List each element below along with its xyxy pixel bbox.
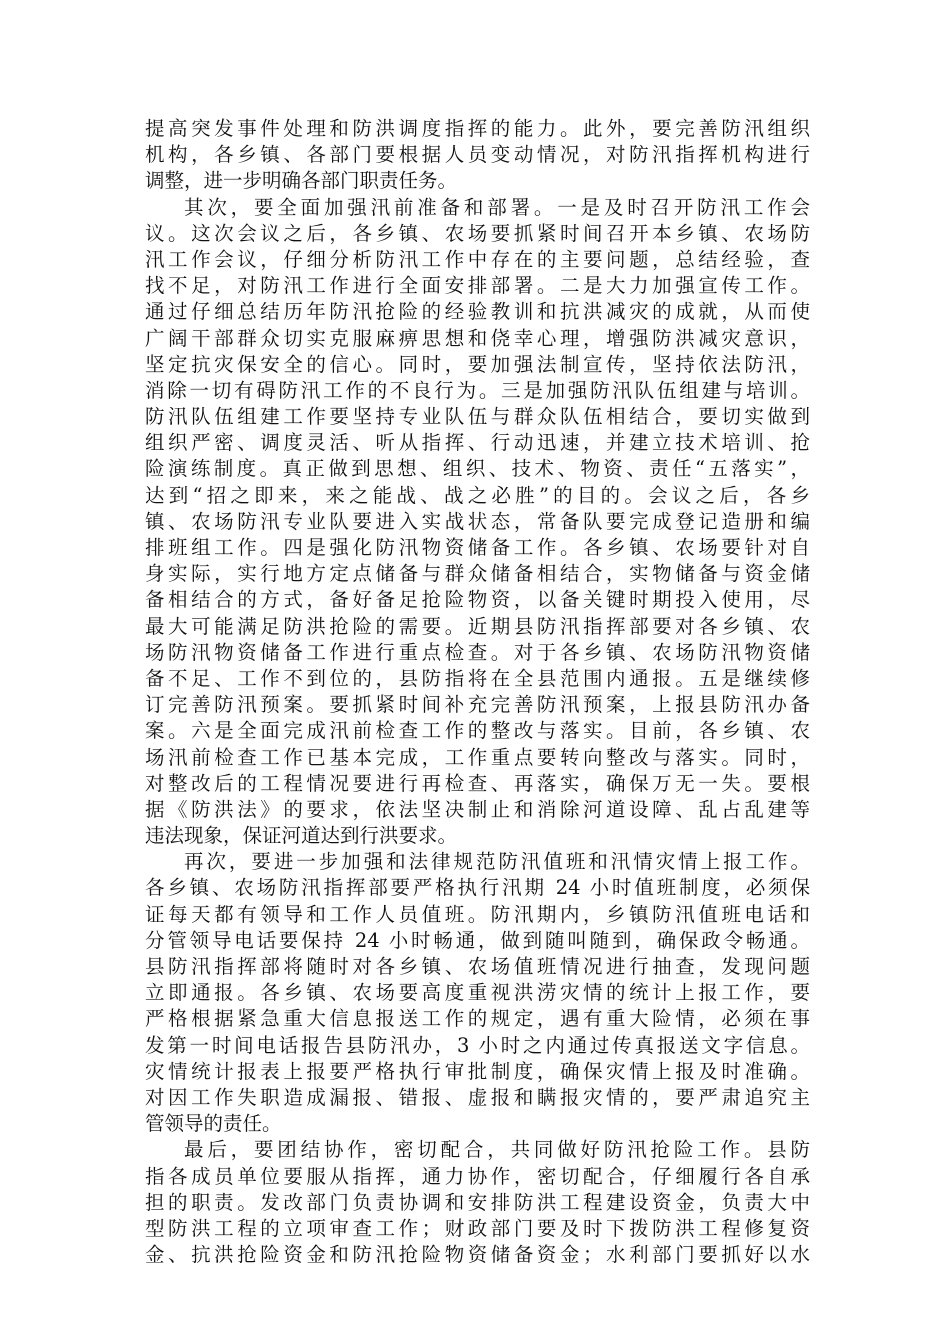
text-line: 防汛队伍组建工作要坚持专业队伍与群众队伍相结合，要切实做到 [145,405,810,429]
text-line: 通过仔细总结历年防汛抢险的经验教训和抗洪减灾的成就，从而使 [145,300,810,324]
text-line: 严格根据紧急重大信息报送工作的规定，遇有重大险情，必须在事 [145,1007,810,1031]
text-line: 汛工作会议，仔细分析防汛工作中存在的主要问题，总结经验，查 [145,247,810,271]
text-line: 组织严密、调度灵活、听从指挥、行动迅速，并建立技术培训、抢 [145,431,810,455]
paragraph-start-line: 再次，要进一步加强和法律规范防汛值班和汛情灾情上报工作。 [184,850,810,874]
text-line: 各乡镇、农场防汛指挥部要严格执行汛期 24 小时值班制度，必须保 [145,876,810,900]
paragraph-start-line: 其次，要全面加强汛前准备和部署。一是及时召开防汛工作会 [184,195,810,219]
text-line: 县防汛指挥部将随时对各乡镇、农场值班情况进行抽查，发现问题 [145,955,810,978]
text-line: 场汛前检查工作已基本完成，工作重点要转向整改与落实。同时， [145,745,810,769]
text-line: 发第一时间电话报告县防汛办，3 小时之内通过传真报送文字信息。 [145,1033,810,1057]
text-line: 最大可能满足防洪抢险的需要。近期县防汛指挥部要对各乡镇、农 [145,614,810,638]
text-line: 立即通报。各乡镇、农场要高度重视洪涝灾情的统计上报工作，要 [145,981,810,1005]
text-line: 证每天都有领导和工作人员值班。防汛期内，乡镇防汛值班电话和 [145,902,810,926]
text-line: 对因工作失职造成漏报、错报、虚报和瞒报灾情的，要严肃追究主 [145,1085,810,1109]
text-line: 广阔干部群众切实克服麻痹思想和侥幸心理，增强防洪减灾意识， [145,326,810,350]
text-line: 型防洪工程的立项审查工作；财政部门要及时下拨防洪工程修复资 [145,1216,810,1240]
text-line: 坚定抗灾保安全的信心。同时，要加强法制宣传，坚持依法防汛， [145,352,810,376]
text-line: 调整，进一步明确各部门职责任务。 [145,169,458,193]
text-line: 达到“招之即来，来之能战、战之必胜”的目的。会议之后，各乡 [145,483,810,507]
text-line: 违法现象，保证河道达到行洪要求。 [145,824,458,848]
text-line: 金、抗洪抢险资金和防汛抢险物资储备资金；水利部门要抓好以水 [145,1243,810,1267]
text-line: 指各成员单位要服从指挥，通力协作，密切配合，仔细履行各自承 [145,1164,810,1188]
text-line: 灾情统计报表上报要严格执行审批制度，确保灾情上报及时准确。 [145,1059,810,1083]
text-line: 身实际，实行地方定点储备与群众储备相结合，实物储备与资金储 [145,562,810,586]
text-line: 排班组工作。四是强化防汛物资储备工作。各乡镇、农场要针对自 [145,536,810,559]
text-line: 镇、农场防汛专业队要进入实战状态，常备队要完成登记造册和编 [145,509,810,533]
document-body [145,116,810,1268]
text-line: 担的职责。发改部门负责协调和安排防洪工程建设资金，负责大中 [145,1190,810,1214]
text-line: 分管领导电话要保持 24 小时畅通，做到随叫随到，确保政令畅通。 [145,928,810,952]
text-line: 管领导的责任。 [145,1112,282,1136]
text-line: 险演练制度。真正做到思想、组织、技术、物资、责任“五落实”， [145,457,810,481]
text-line: 机构，各乡镇、各部门要根据人员变动情况，对防汛指挥机构进行 [145,143,810,167]
text-line: 找不足，对防汛工作进行全面安排部署。二是大力加强宣传工作。 [145,274,810,298]
text-line: 提高突发事件处理和防洪调度指挥的能力。此外，要完善防汛组织 [145,117,810,140]
text-line: 对整改后的工程情况要进行再检查、再落实，确保万无一失。要根 [145,771,810,795]
text-line: 场防汛物资储备工作进行重点检查。对于各乡镇、农场防汛物资储 [145,640,810,664]
text-line: 备不足、工作不到位的，县防指将在全县范围内通报。五是继续修 [145,666,810,690]
paragraph-start-line: 最后，要团结协作，密切配合，共同做好防汛抢险工作。县防 [184,1138,810,1162]
text-line: 消除一切有碍防汛工作的不良行为。三是加强防汛队伍组建与培训。 [145,378,810,402]
text-line: 案。六是全面完成汛前检查工作的整改与落实。目前，各乡镇、农 [145,719,810,743]
text-line: 议。这次会议之后，各乡镇、农场要抓紧时间召开本乡镇、农场防 [145,221,810,245]
text-line: 备相结合的方式，备好备足抢险物资，以备关键时期投入使用，尽 [145,588,810,612]
text-line: 订完善防汛预案。要抓紧时间补充完善防汛预案，上报县防汛办备 [145,693,810,717]
text-line: 据《防洪法》的要求，依法坚决制止和消除河道设障、乱占乱建等 [145,797,810,821]
